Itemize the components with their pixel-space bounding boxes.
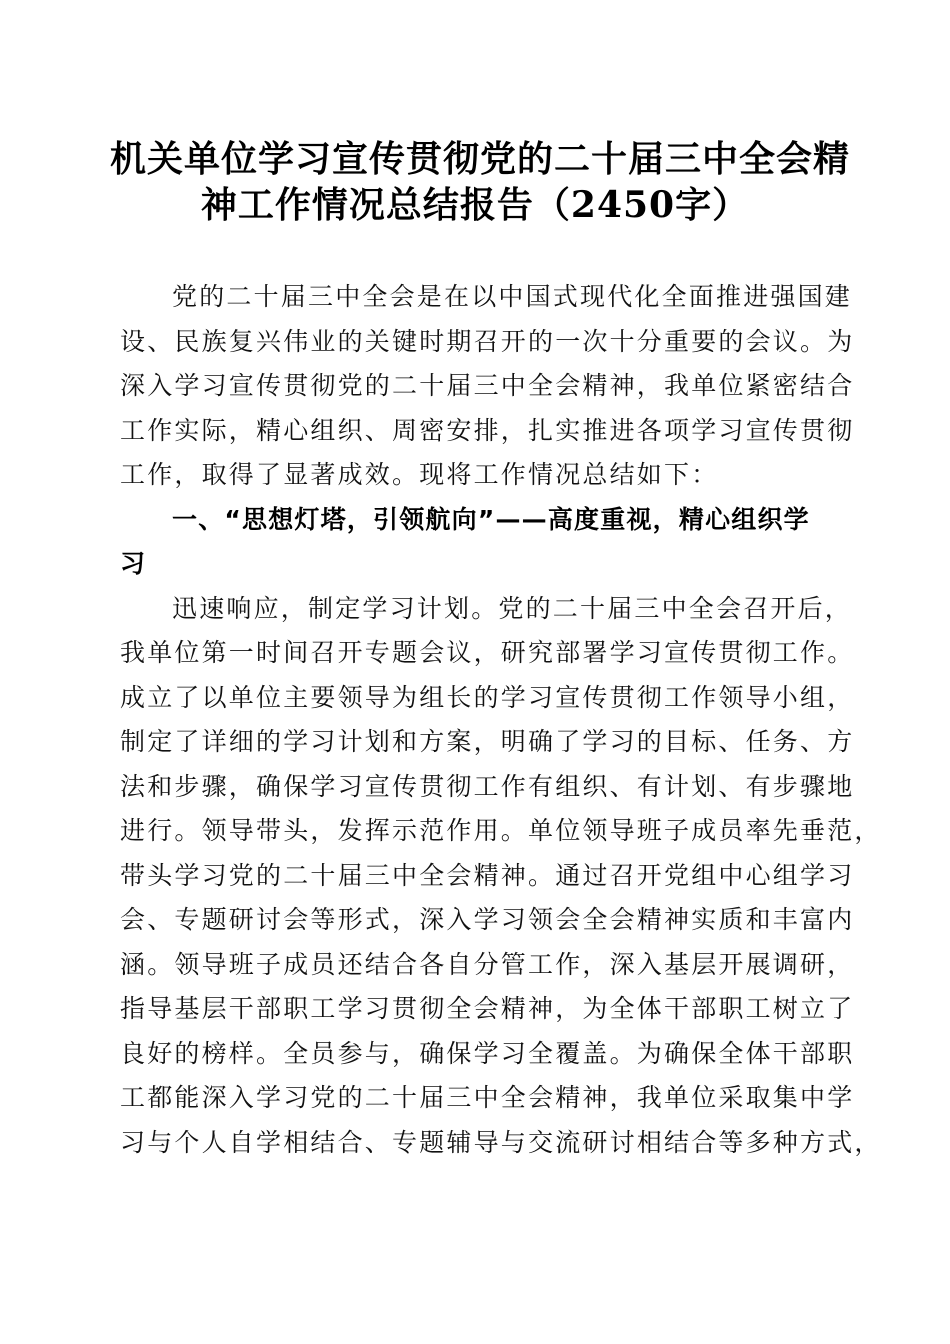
section-paragraph-line: 工都能深入学习党的二十届三中全会精神，我单位采取集中学 [120, 1083, 855, 1112]
title-line: 机关单位学习宣传贯彻党的二十届三中全会精 [110, 138, 851, 180]
intro-paragraph-line: 工作，取得了显著成效。现将工作情况总结如下： [120, 460, 719, 489]
section-paragraph-line: 涵。领导班子成员还结合各自分管工作，深入基层开展调研， [120, 949, 855, 979]
section-paragraph-line: 会、专题研讨会等形式，深入学习领会全会精神实质和丰富内 [120, 905, 855, 934]
section-paragraph-line: 制定了详细的学习计划和方案，明确了学习的目标、任务、方 [120, 727, 855, 756]
section-paragraph-line: 带头学习党的二十届三中全会精神。通过召开党组中心组学习 [120, 860, 855, 890]
section-paragraph-line: 我单位第一时间召开专题会议，研究部署学习宣传贯彻工作。 [120, 638, 855, 667]
section-paragraph-line: 习与个人自学相结合、专题辅导与交流研讨相结合等多种方式， [120, 1127, 882, 1157]
intro-paragraph-line: 党的二十届三中全会是在以中国式现代化全面推进强国建 [172, 282, 853, 311]
section-paragraph-line: 迅速响应，制定学习计划。党的二十届三中全会召开后， [172, 593, 853, 623]
section-paragraph-line: 法和步骤，确保学习宣传贯彻工作有组织、有计划、有步骤地 [120, 771, 855, 801]
section-paragraph-line: 良好的榜样。全员参与，确保学习全覆盖。为确保全体干部职 [120, 1038, 855, 1068]
title-line: 神工作情况总结报告（2450字） [200, 184, 750, 226]
section-heading-line: 一、“思想灯塔，引领航向”——高度重视，精心组织学 [172, 504, 810, 534]
section-paragraph-line: 进行。领导带头，发挥示范作用。单位领导班子成员率先垂范， [120, 816, 882, 845]
section-heading-line: 习 [120, 549, 147, 578]
document-title [110, 136, 851, 228]
section-paragraph-line: 成立了以单位主要领导为组长的学习宣传贯彻工作领导小组， [120, 682, 855, 712]
intro-paragraph-line: 工作实际，精心组织、周密安排，扎实推进各项学习宣传贯彻 [120, 415, 855, 445]
intro-paragraph-line: 设、民族复兴伟业的关键时期召开的一次十分重要的会议。为 [120, 326, 855, 356]
intro-paragraph-line: 深入学习宣传贯彻党的二十届三中全会精神，我单位紧密结合 [120, 371, 855, 400]
document-body [120, 275, 882, 1165]
section-paragraph-line: 指导基层干部职工学习贯彻全会精神，为全体干部职工树立了 [120, 994, 855, 1023]
